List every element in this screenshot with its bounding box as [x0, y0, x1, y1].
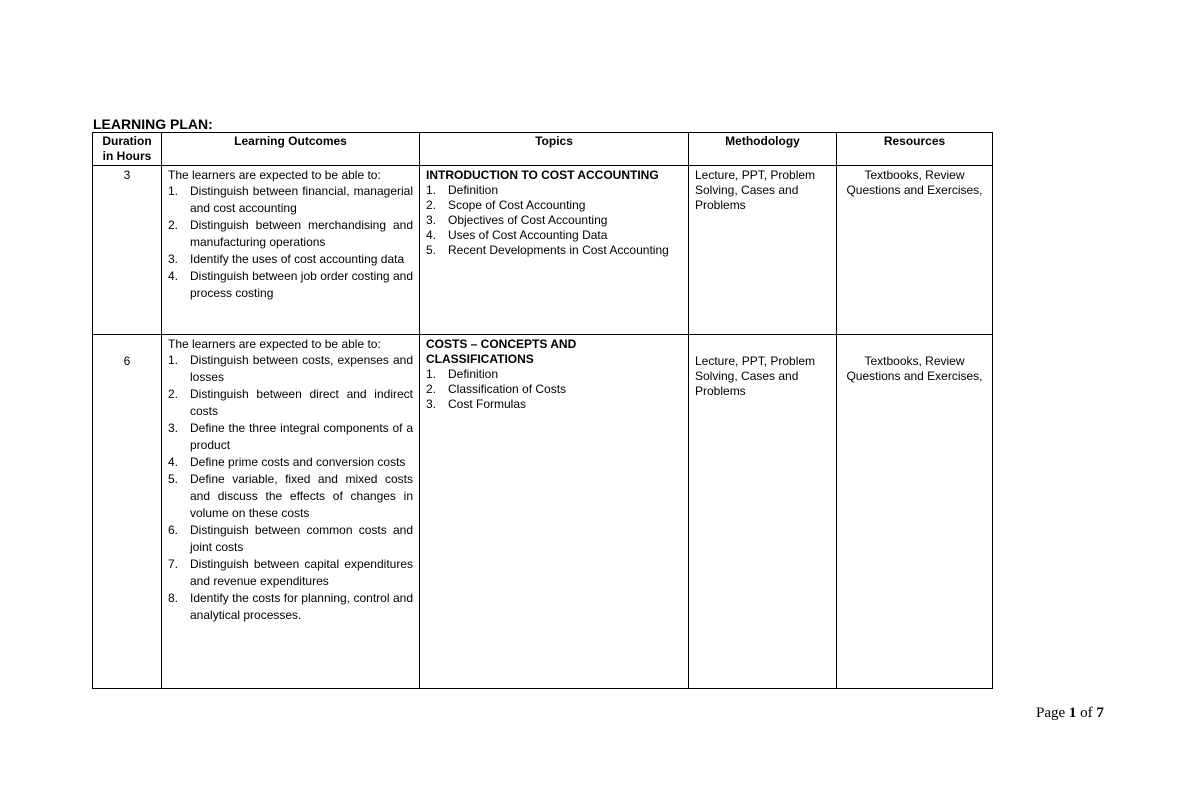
header-learning-outcomes: Learning Outcomes: [162, 133, 420, 166]
list-item: [426, 213, 682, 228]
topics-list: [426, 183, 682, 258]
list-text: Scope of Cost Accounting: [448, 198, 586, 212]
list-item: [426, 382, 682, 397]
list-number: 3.: [168, 252, 179, 266]
list-text: Define prime costs and conversion costs: [190, 455, 406, 469]
list-text: Identify the costs for planning, control and analytical processes.: [190, 591, 413, 622]
list-item: [168, 352, 413, 386]
header-methodology: Methodology: [689, 133, 837, 166]
list-item: [168, 268, 413, 302]
outcomes-intro: The learners are expected to be able to:: [168, 168, 381, 182]
list-number: 1.: [426, 183, 437, 197]
list-text: Define variable, fixed and mixed costs and discuss the effects of changes in volume on these costs: [190, 472, 413, 520]
learning-outcomes-cell: [162, 335, 420, 689]
list-number: 5.: [426, 243, 437, 257]
outcomes-list: [168, 352, 413, 624]
list-item: [168, 471, 413, 522]
list-text: Distinguish between direct and indirect costs: [190, 387, 413, 418]
list-text: Cost Formulas: [448, 397, 527, 411]
page-total: 7: [1096, 705, 1104, 721]
table-header-row: [93, 133, 993, 166]
list-item: [168, 183, 413, 217]
list-number: 4.: [168, 455, 179, 469]
list-text: Define the three integral components of a product: [190, 421, 413, 452]
list-number: 2.: [426, 198, 437, 212]
list-text: Uses of Cost Accounting Data: [448, 228, 608, 242]
list-number: 3.: [168, 421, 179, 435]
list-item: [426, 367, 682, 382]
list-item: [168, 522, 413, 556]
list-number: 8.: [168, 591, 179, 605]
list-item: [168, 556, 413, 590]
list-item: [168, 251, 413, 268]
duration-cell: 3: [93, 166, 162, 335]
table-row: [93, 166, 993, 335]
topic-title: COSTS – CONCEPTS AND CLASSIFICATIONS: [426, 337, 577, 366]
resources-cell: Textbooks, Review Questions and Exercises,: [837, 335, 993, 689]
page-number: [1036, 705, 1104, 722]
list-number: 3.: [426, 397, 437, 411]
page-label: Page: [1036, 705, 1066, 721]
table-row: [93, 335, 993, 689]
list-number: 5.: [168, 472, 179, 486]
page-title: LEARNING PLAN:: [93, 116, 213, 132]
list-item: [426, 198, 682, 213]
of-label: of: [1080, 705, 1093, 721]
header-duration: Duration in Hours: [93, 133, 162, 166]
list-text: Objectives of Cost Accounting: [448, 213, 608, 227]
list-item: [426, 243, 682, 258]
topics-list: [426, 367, 682, 412]
list-text: Definition: [448, 183, 499, 197]
list-number: 7.: [168, 557, 179, 571]
page-current: 1: [1068, 705, 1077, 721]
list-text: Distinguish between costs, expenses and losses: [190, 353, 413, 384]
header-resources: Resources: [837, 133, 993, 166]
list-number: 3.: [426, 213, 437, 227]
list-number: 1.: [168, 184, 179, 198]
list-text: Classification of Costs: [448, 382, 567, 396]
list-number: 6.: [168, 523, 179, 537]
list-text: Distinguish between capital expenditures and revenue expenditures: [190, 557, 413, 588]
list-text: Recent Developments in Cost Accounting: [448, 243, 669, 257]
duration-cell: 6: [93, 335, 162, 689]
list-text: Distinguish between job order costing and process costing: [190, 269, 413, 300]
list-item: [168, 454, 413, 471]
learning-plan-table: [92, 132, 993, 689]
resources-cell: Textbooks, Review Questions and Exercises,: [837, 166, 993, 335]
list-text: Distinguish between merchandising and manufacturing operations: [190, 218, 413, 249]
list-item: [426, 397, 682, 412]
header-topics: Topics: [420, 133, 689, 166]
methodology-cell: Lecture, PPT, Problem Solving, Cases and Problems: [689, 166, 837, 335]
list-text: Distinguish between common costs and joint costs: [190, 523, 413, 554]
list-text: Distinguish between financial, managerial and cost accounting: [190, 184, 413, 215]
list-number: 2.: [426, 382, 437, 396]
list-number: 4.: [168, 269, 179, 283]
learning-outcomes-cell: [162, 166, 420, 335]
list-text: Identify the uses of cost accounting data: [190, 252, 405, 266]
methodology-cell: Lecture, PPT, Problem Solving, Cases and Problems: [689, 335, 837, 689]
list-item: [426, 183, 682, 198]
topics-cell: [420, 166, 689, 335]
topics-cell: [420, 335, 689, 689]
outcomes-list: [168, 183, 413, 302]
list-number: 2.: [168, 218, 179, 232]
topic-title: INTRODUCTION TO COST ACCOUNTING: [426, 168, 659, 182]
list-item: [168, 590, 413, 624]
list-number: 1.: [426, 367, 437, 381]
list-item: [168, 386, 413, 420]
list-item: [426, 228, 682, 243]
list-item: [168, 217, 413, 251]
list-number: 1.: [168, 353, 179, 367]
list-text: Definition: [448, 367, 499, 381]
list-number: 4.: [426, 228, 437, 242]
list-number: 2.: [168, 387, 179, 401]
list-item: [168, 420, 413, 454]
outcomes-intro: The learners are expected to be able to:: [168, 337, 381, 351]
